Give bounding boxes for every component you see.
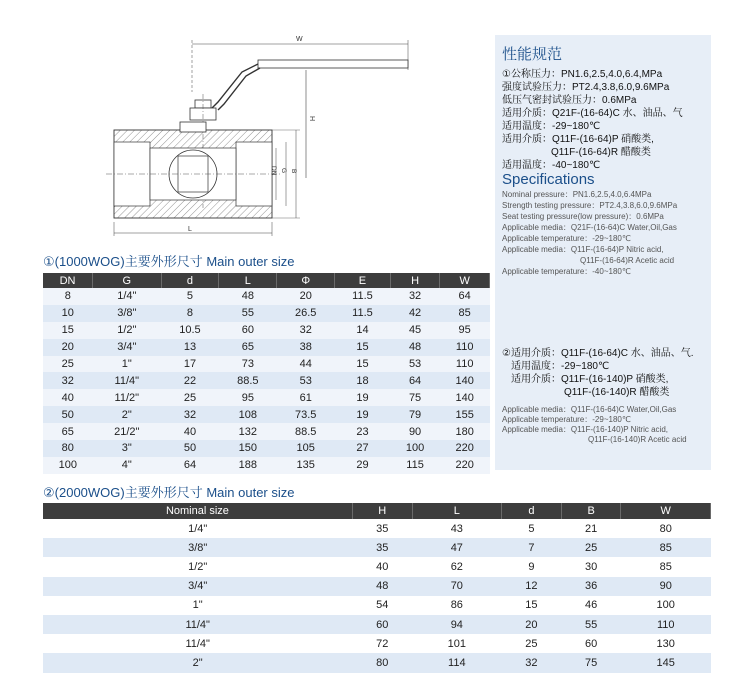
table-cell: 50 bbox=[43, 406, 93, 423]
table-cell: 32 bbox=[502, 653, 562, 672]
table-cell: 23 bbox=[335, 423, 391, 440]
table-cell: 17 bbox=[161, 356, 219, 373]
table-cell: 53 bbox=[277, 372, 335, 389]
table2-dimensions bbox=[43, 503, 711, 673]
table-cell: 130 bbox=[621, 634, 711, 653]
spec-en-line: Seat testing pressure(low pressure)：0.6MPa bbox=[502, 212, 664, 221]
table-cell: 42 bbox=[390, 305, 440, 322]
table-cell: 55 bbox=[219, 305, 277, 322]
dim-label-g: G bbox=[280, 168, 287, 174]
table-cell: 32 bbox=[390, 288, 440, 305]
dim-label-l: L bbox=[188, 226, 192, 233]
table1-dimensions bbox=[43, 273, 490, 474]
table-cell: 35 bbox=[352, 519, 412, 538]
table-cell: 220 bbox=[440, 440, 490, 457]
spec-en-line: Strength testing pressure：PT2.4,3.8,6.0,9.6MPa bbox=[502, 201, 678, 210]
column-header: DN bbox=[43, 273, 93, 288]
table-cell: 40 bbox=[352, 557, 412, 576]
table-row bbox=[43, 538, 711, 557]
spec-en-line: Applicable temperature：-40~180℃ bbox=[502, 267, 631, 276]
table-cell: 100 bbox=[621, 596, 711, 615]
table-cell: 65 bbox=[43, 423, 93, 440]
table-cell: 180 bbox=[440, 423, 490, 440]
table-cell: 53 bbox=[390, 356, 440, 373]
ball-valve-drawing bbox=[100, 30, 430, 240]
table-cell: 65 bbox=[219, 339, 277, 356]
column-header: Nominal size bbox=[43, 503, 352, 519]
table-cell: 46 bbox=[561, 596, 621, 615]
table-cell: 9 bbox=[502, 557, 562, 576]
table-cell: 80 bbox=[621, 519, 711, 538]
table-cell: 21/2" bbox=[93, 423, 161, 440]
spec-zh2-line: Q11F-(16-140)R 醋酸类 bbox=[564, 387, 670, 398]
dim-label-b: B bbox=[290, 169, 297, 174]
table-cell: 101 bbox=[412, 634, 501, 653]
column-header: B bbox=[561, 503, 621, 519]
table-cell: 90 bbox=[621, 577, 711, 596]
table-cell: 25 bbox=[43, 356, 93, 373]
table-cell: 20 bbox=[502, 615, 562, 634]
table-cell: 32 bbox=[277, 322, 335, 339]
table-cell: 10 bbox=[43, 305, 93, 322]
table-cell: 25 bbox=[502, 634, 562, 653]
table-cell: 12 bbox=[502, 577, 562, 596]
table-cell: 21 bbox=[561, 519, 621, 538]
table-cell: 73 bbox=[219, 356, 277, 373]
table-cell: 3/8" bbox=[93, 305, 161, 322]
table-cell: 8 bbox=[43, 288, 93, 305]
spec-en-line: Applicable media：Q11F-(16-64)P Nitric acid, bbox=[502, 245, 664, 254]
dim-label-w: W bbox=[296, 36, 303, 43]
table-cell: 30 bbox=[561, 557, 621, 576]
table-cell: 36 bbox=[561, 577, 621, 596]
table-cell: 75 bbox=[390, 389, 440, 406]
table-cell: 85 bbox=[621, 557, 711, 576]
spec-zh-line: 强度试验压力：PT2.4,3.8,6.0,9.6MPa bbox=[502, 82, 670, 93]
column-header: L bbox=[412, 503, 501, 519]
spec-en-title: Specifications bbox=[502, 171, 595, 188]
table-cell: 20 bbox=[277, 288, 335, 305]
spec-zh-title: 性能规范 bbox=[502, 46, 563, 63]
table-cell: 110 bbox=[621, 615, 711, 634]
table-cell: 110 bbox=[440, 339, 490, 356]
table-cell: 60 bbox=[219, 322, 277, 339]
table-cell: 32 bbox=[161, 406, 219, 423]
column-header: H bbox=[352, 503, 412, 519]
table-cell: 140 bbox=[440, 372, 490, 389]
spec-zh-line: 适用介质：Q11F-(16-64)P 硝酸类, bbox=[502, 134, 654, 145]
table-cell: 220 bbox=[440, 457, 490, 474]
table-row bbox=[43, 322, 490, 339]
table-cell: 2" bbox=[93, 406, 161, 423]
table-cell: 1" bbox=[43, 596, 352, 615]
table-cell: 110 bbox=[440, 356, 490, 373]
table-cell: 15 bbox=[502, 596, 562, 615]
table-row bbox=[43, 339, 490, 356]
table-cell: 38 bbox=[277, 339, 335, 356]
table-cell: 94 bbox=[412, 615, 501, 634]
table-cell: 145 bbox=[621, 653, 711, 672]
table-cell: 13 bbox=[161, 339, 219, 356]
table-row bbox=[43, 305, 490, 322]
table-cell: 114 bbox=[412, 653, 501, 672]
table-cell: 75 bbox=[561, 653, 621, 672]
spec-en2-line: Applicable media：Q11F-(16-140)P Nitric acid, bbox=[502, 425, 668, 434]
spec-zh2-line: 适用介质：Q11F-(16-140)P 硝酸类, bbox=[511, 374, 669, 385]
table-cell: 115 bbox=[390, 457, 440, 474]
table-cell: 29 bbox=[335, 457, 391, 474]
table-cell: 32 bbox=[43, 372, 93, 389]
table-cell: 20 bbox=[43, 339, 93, 356]
spec-en-line: Nominal pressure：PN1.6,2.5,4.0,6.4MPa bbox=[502, 190, 652, 199]
table-cell: 1/2" bbox=[43, 557, 352, 576]
table-cell: 3/4" bbox=[93, 339, 161, 356]
table-cell: 15 bbox=[43, 322, 93, 339]
spec-en2-line: Q11F-(16-140)R Acetic acid bbox=[588, 435, 687, 444]
table-cell: 11/4" bbox=[43, 634, 352, 653]
spec-zh-line: 适用温度：-40~180℃ bbox=[502, 160, 601, 171]
table-cell: 26.5 bbox=[277, 305, 335, 322]
spec-zh-line: Q11F-(16-64)R 醋酸类 bbox=[551, 147, 651, 158]
spec-en2-line: Applicable temperature：-29~180℃ bbox=[502, 415, 631, 424]
table-row bbox=[43, 423, 490, 440]
spec-panel bbox=[495, 35, 711, 470]
table-cell: 35 bbox=[352, 538, 412, 557]
table-cell: 150 bbox=[219, 440, 277, 457]
table-cell: 95 bbox=[440, 322, 490, 339]
table-cell: 11.5 bbox=[335, 288, 391, 305]
table-cell: 55 bbox=[561, 615, 621, 634]
table-cell: 135 bbox=[277, 457, 335, 474]
table-cell: 5 bbox=[502, 519, 562, 538]
table-row bbox=[43, 288, 490, 305]
table-cell: 95 bbox=[219, 389, 277, 406]
table-cell: 40 bbox=[43, 389, 93, 406]
table-cell: 132 bbox=[219, 423, 277, 440]
table-row bbox=[43, 653, 711, 672]
table-row bbox=[43, 519, 711, 538]
table-cell: 22 bbox=[161, 372, 219, 389]
table-row bbox=[43, 372, 490, 389]
table-cell: 155 bbox=[440, 406, 490, 423]
table-cell: 70 bbox=[412, 577, 501, 596]
table-cell: 14 bbox=[335, 322, 391, 339]
table-cell: 25 bbox=[161, 389, 219, 406]
table-cell: 15 bbox=[335, 356, 391, 373]
table1-title: ①(1000WOG)主要外形尺寸 Main outer size bbox=[43, 254, 295, 269]
table-cell: 88.5 bbox=[219, 372, 277, 389]
table-cell: 48 bbox=[352, 577, 412, 596]
table1-header-row bbox=[43, 273, 490, 288]
table-cell: 100 bbox=[390, 440, 440, 457]
spec-en-line: Applicable temperature：-29~180℃ bbox=[502, 234, 631, 243]
table-cell: 60 bbox=[561, 634, 621, 653]
table-cell: 50 bbox=[161, 440, 219, 457]
table-cell: 64 bbox=[390, 372, 440, 389]
table-cell: 5 bbox=[161, 288, 219, 305]
table-cell: 100 bbox=[43, 457, 93, 474]
table-cell: 188 bbox=[219, 457, 277, 474]
table-cell: 64 bbox=[440, 288, 490, 305]
column-header: G bbox=[93, 273, 161, 288]
table-cell: 47 bbox=[412, 538, 501, 557]
column-header: d bbox=[502, 503, 562, 519]
table-cell: 11/4" bbox=[43, 615, 352, 634]
table-cell: 10.5 bbox=[161, 322, 219, 339]
table-cell: 1/4" bbox=[43, 519, 352, 538]
table-row bbox=[43, 577, 711, 596]
table-cell: 45 bbox=[390, 322, 440, 339]
table2-title: ②(2000WOG)主要外形尺寸 Main outer size bbox=[43, 485, 295, 500]
column-header: Φ bbox=[277, 273, 335, 288]
table-cell: 54 bbox=[352, 596, 412, 615]
spec-zh2-line: 适用温度：-29~180℃ bbox=[511, 361, 610, 372]
spec-zh-line: 低压气密封试验压力：0.6MPa bbox=[502, 95, 637, 106]
table-cell: 43 bbox=[412, 519, 501, 538]
column-header: E bbox=[335, 273, 391, 288]
dim-label-h: H bbox=[308, 116, 315, 122]
table-cell: 80 bbox=[352, 653, 412, 672]
table-row bbox=[43, 615, 711, 634]
table-cell: 108 bbox=[219, 406, 277, 423]
table-cell: 15 bbox=[335, 339, 391, 356]
table-cell: 61 bbox=[277, 389, 335, 406]
table-cell: 18 bbox=[335, 372, 391, 389]
table-cell: 8 bbox=[161, 305, 219, 322]
column-header: H bbox=[390, 273, 440, 288]
table-cell: 2" bbox=[43, 653, 352, 672]
table-row bbox=[43, 634, 711, 653]
table-cell: 40 bbox=[161, 423, 219, 440]
table-cell: 85 bbox=[440, 305, 490, 322]
spec-zh-line: 适用介质：Q21F-(16-64)C 水、油品、气 bbox=[502, 108, 683, 119]
table-cell: 79 bbox=[390, 406, 440, 423]
table-row bbox=[43, 557, 711, 576]
table-cell: 19 bbox=[335, 389, 391, 406]
spec-zh-line: ①公称压力：PN1.6,2.5,4.0,6.4,MPa bbox=[502, 69, 663, 80]
spec-en2-line: Applicable media：Q11F-(16-64)C Water,Oil,Gas bbox=[502, 405, 677, 414]
column-header: d bbox=[161, 273, 219, 288]
table-cell: 85 bbox=[621, 538, 711, 557]
table-cell: 1/2" bbox=[93, 322, 161, 339]
table-row bbox=[43, 457, 490, 474]
column-header: L bbox=[219, 273, 277, 288]
table-cell: 1/4" bbox=[93, 288, 161, 305]
table-row bbox=[43, 406, 490, 423]
table-cell: 11.5 bbox=[335, 305, 391, 322]
table-cell: 7 bbox=[502, 538, 562, 557]
spec-en-line: Applicable media：Q21F-(16-64)C Water,Oil,Gas bbox=[502, 223, 677, 232]
table-row bbox=[43, 389, 490, 406]
column-header: W bbox=[621, 503, 711, 519]
table-cell: 44 bbox=[277, 356, 335, 373]
table-cell: 4" bbox=[93, 457, 161, 474]
table-cell: 80 bbox=[43, 440, 93, 457]
spec-zh2-line: ②适用介质：Q11F-(16-64)C 水、油品、气. bbox=[502, 348, 694, 359]
table-cell: 90 bbox=[390, 423, 440, 440]
table-cell: 3/8" bbox=[43, 538, 352, 557]
table-cell: 1" bbox=[93, 356, 161, 373]
table-cell: 11/4" bbox=[93, 372, 161, 389]
table2-header-row bbox=[43, 503, 711, 519]
table-cell: 105 bbox=[277, 440, 335, 457]
table-cell: 11/2" bbox=[93, 389, 161, 406]
column-header: W bbox=[440, 273, 490, 288]
table-cell: 72 bbox=[352, 634, 412, 653]
table-cell: 86 bbox=[412, 596, 501, 615]
table-cell: 48 bbox=[390, 339, 440, 356]
table-cell: 3" bbox=[93, 440, 161, 457]
table-cell: 140 bbox=[440, 389, 490, 406]
table-cell: 73.5 bbox=[277, 406, 335, 423]
table-cell: 3/4" bbox=[43, 577, 352, 596]
spec-en-line: Q11F-(16-64)R Acetic acid bbox=[580, 256, 675, 265]
table-cell: 64 bbox=[161, 457, 219, 474]
spec-zh-line: 适用温度：-29~180℃ bbox=[502, 121, 601, 132]
table-row bbox=[43, 440, 490, 457]
table-cell: 25 bbox=[561, 538, 621, 557]
table-cell: 60 bbox=[352, 615, 412, 634]
table-row bbox=[43, 356, 490, 373]
table-cell: 19 bbox=[335, 406, 391, 423]
dim-label-dn: DN bbox=[270, 166, 277, 176]
table-cell: 88.5 bbox=[277, 423, 335, 440]
table-row bbox=[43, 596, 711, 615]
table-cell: 62 bbox=[412, 557, 501, 576]
table-cell: 27 bbox=[335, 440, 391, 457]
table-cell: 48 bbox=[219, 288, 277, 305]
